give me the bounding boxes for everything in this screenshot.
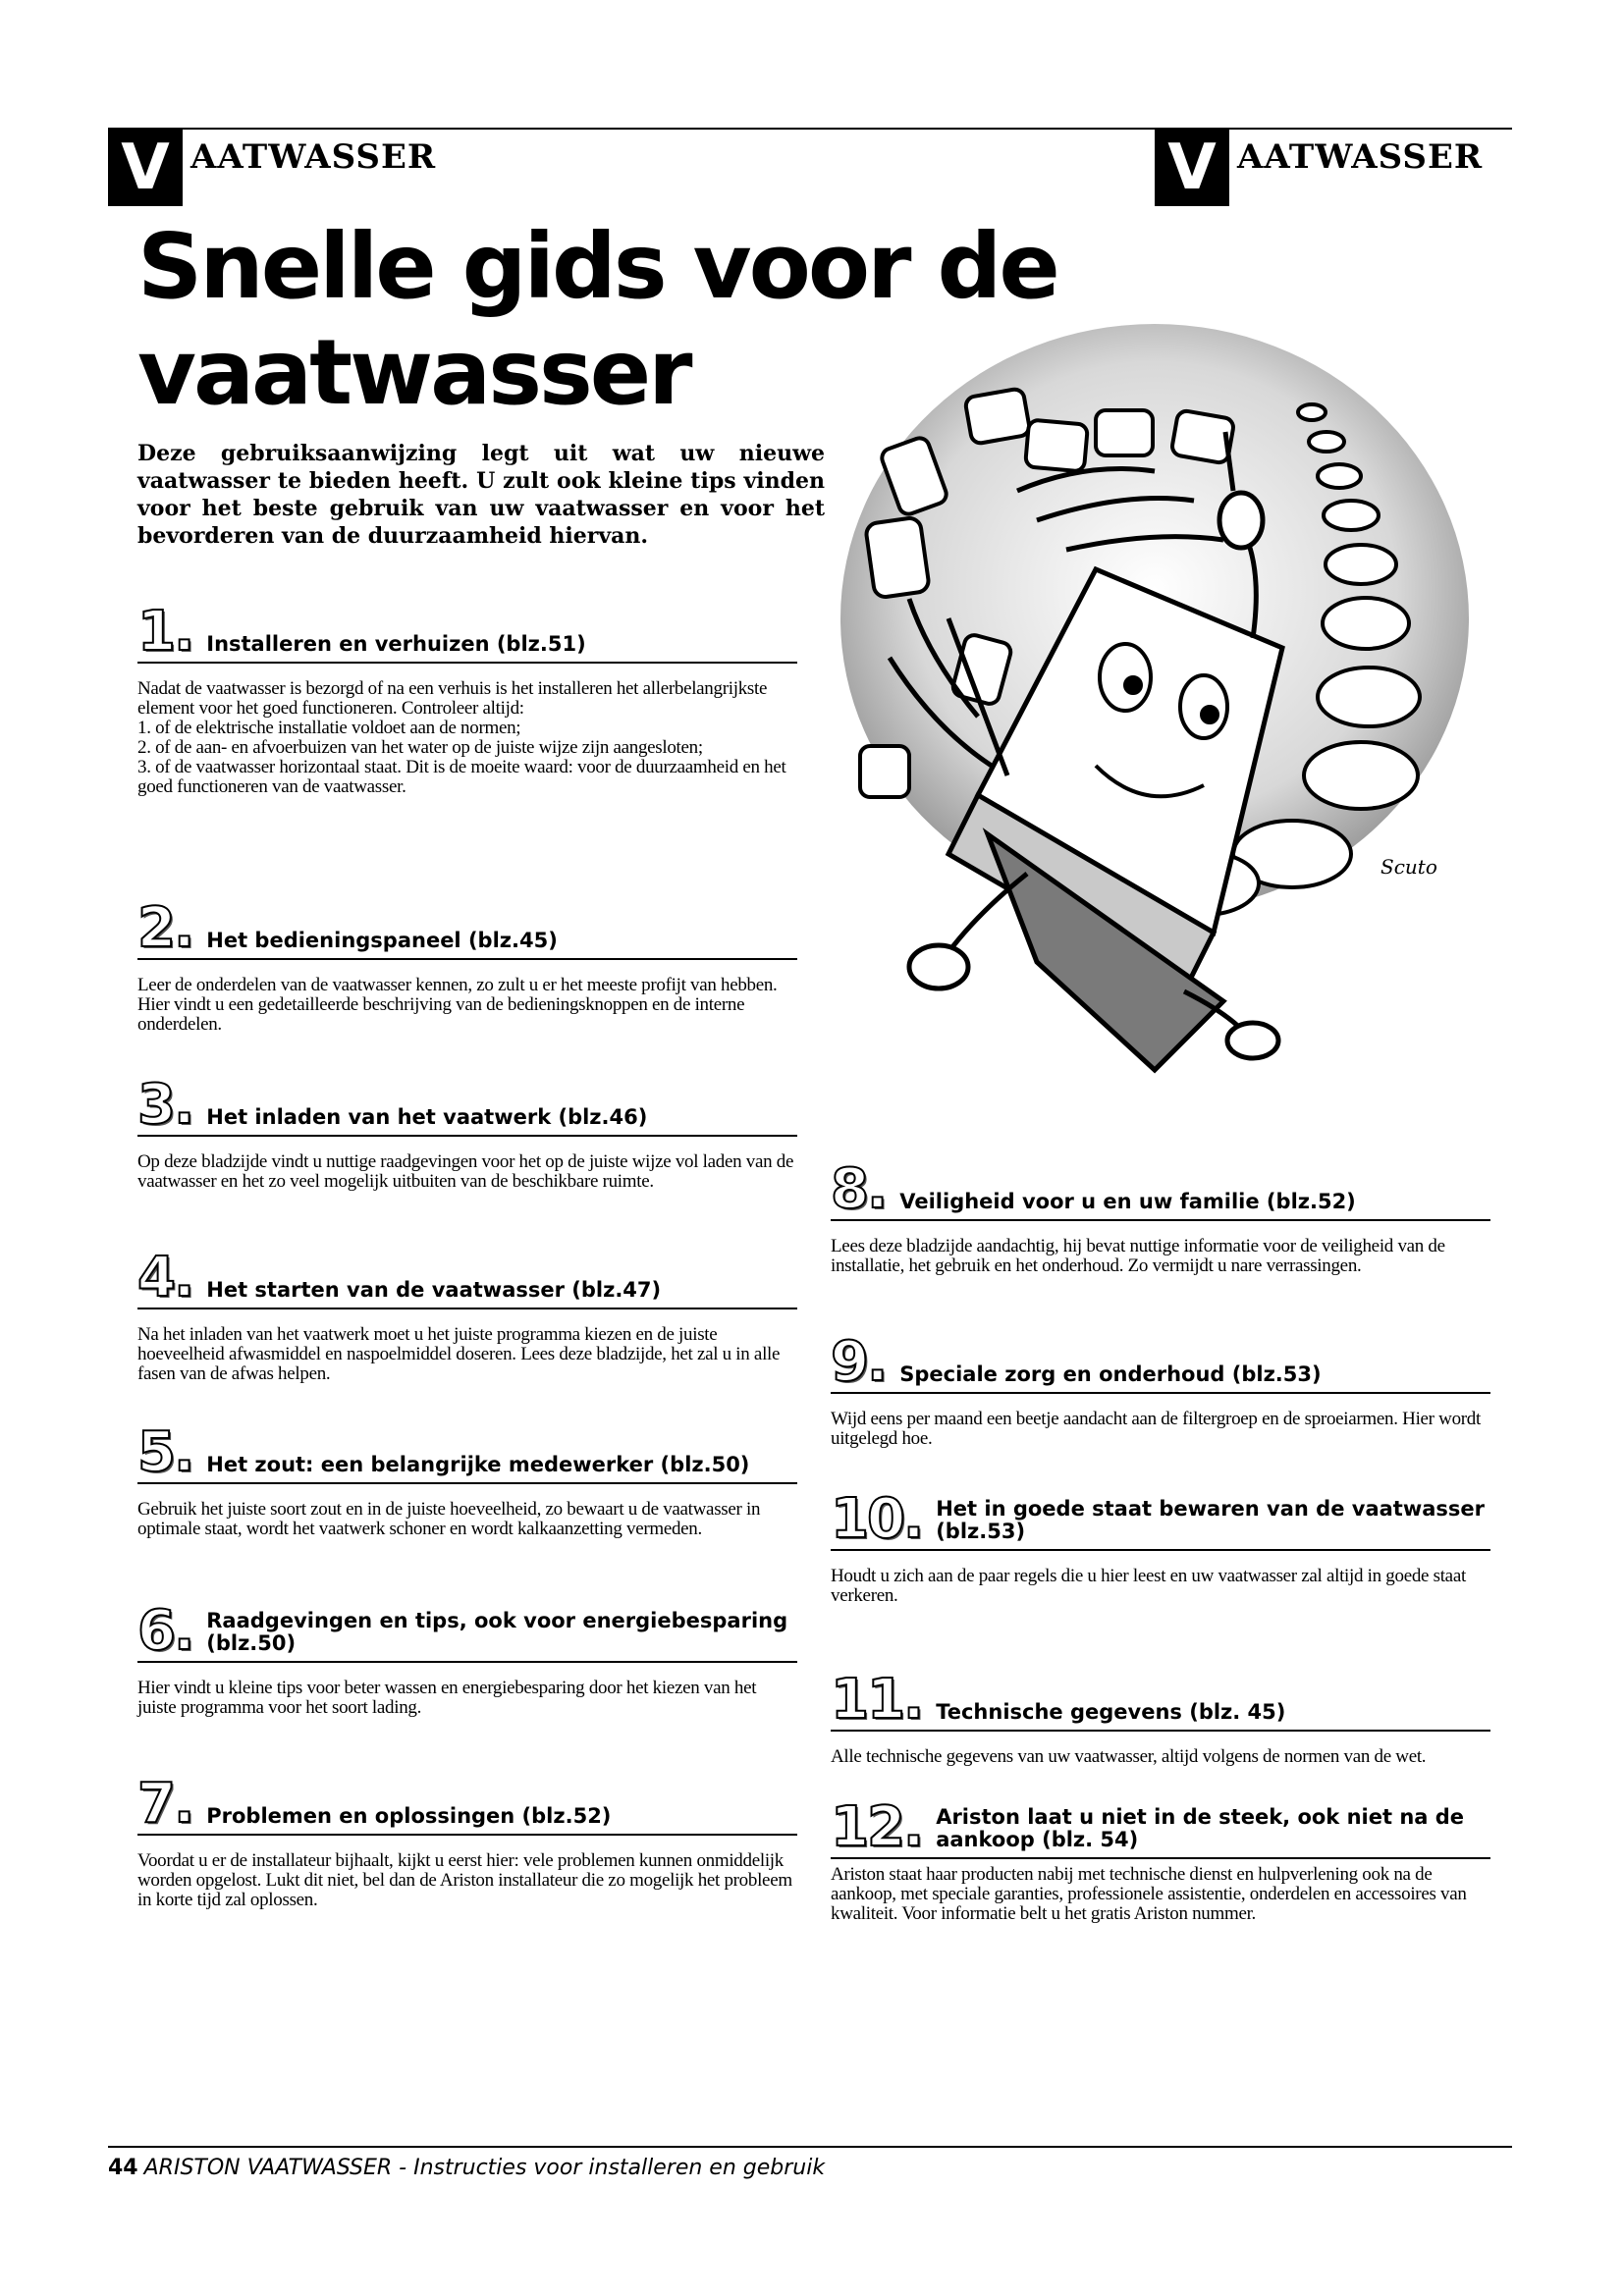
guide-section bbox=[137, 1246, 797, 1384]
section-number: 1. bbox=[137, 600, 193, 664]
section-number: 10. bbox=[831, 1487, 923, 1551]
page-footer bbox=[108, 2156, 825, 2180]
section-body: Ariston staat haar producten nabij met technische dienst en hulpverlening ook na de aankoop, met speciale garanties, professionele assistentie, onderdelen en accessoires van kwaliteit. Voor informatie belt u het gratis Ariston nummer. bbox=[831, 1864, 1467, 1924]
section-body: Op deze bladzijde vindt u nuttige raadgevingen voor het op de juiste wijze vol laden van de vaatwasser en het zo veel mogelijk uitbuiten van de beschikbare ruimte. bbox=[137, 1151, 794, 1192]
section-number: 9. bbox=[831, 1330, 887, 1394]
section-body: Voordat u er de installateur bijhaalt, kijkt u eerst hier: vele problemen kunnen onmiddelijk worden opgelost. Lukt dit niet, bel dan de Ariston installateur die zo mogelijk het probleem in korte tijd zal oplossen. bbox=[137, 1850, 792, 1910]
section-heading bbox=[831, 1795, 1490, 1859]
section-title: Veiligheid voor u en uw familie (blz.52) bbox=[899, 1190, 1356, 1213]
illustration-signature: Scuto bbox=[1380, 855, 1437, 879]
cartoon-dishwasher-juggling-dishes-icon bbox=[831, 324, 1504, 1090]
section-body: Houdt u zich aan de paar regels die u hier leest en uw vaatwasser zal altijd in goede staat verkeren. bbox=[831, 1566, 1466, 1606]
section-number: 11. bbox=[831, 1668, 923, 1732]
section-body: Lees deze bladzijde aandachtig, hij bevat nuttige informatie voor de veiligheid van de installatie, het gebruik en het onderhoud. Zo vermijdt u nare verrassingen. bbox=[831, 1236, 1445, 1276]
section-title: Het bedieningspaneel (blz.45) bbox=[206, 929, 558, 952]
section-heading bbox=[831, 1157, 1490, 1221]
section-body: Nadat de vaatwasser is bezorgd of na een verhuis is het installeren het allerbelangrijkste element voor het goed functioneren. Controleer altijd: 1. of de elektrische installatie voldoet aan de normen; 2. of de aan- en afvoerbuizen van het water op de juiste wijze zijn aangesloten; 3. of de vaatwasser horizontaal staat. Dit is de moeite waard: voor de duurzaamheid en het goed functioneren van de vaatwasser. bbox=[137, 678, 786, 797]
header-right bbox=[1155, 128, 1483, 206]
section-title: Het starten van de vaatwasser (blz.47) bbox=[206, 1278, 662, 1302]
section-body: Wijd eens per maand een beetje aandacht aan de filtergroep en de sproeiarmen. Hier wordt uitgelegd hoe. bbox=[831, 1409, 1481, 1449]
page-number: 44 bbox=[108, 2156, 138, 2180]
section-title: Raadgevingen en tips, ook voor energiebesparing (blz.50) bbox=[206, 1609, 788, 1655]
guide-section bbox=[137, 600, 797, 797]
section-heading bbox=[137, 1246, 797, 1309]
section-number: 2. bbox=[137, 896, 193, 960]
section-title: Het in goede staat bewaren van de vaatwasser (blz.53) bbox=[936, 1497, 1485, 1543]
section-heading bbox=[137, 1420, 797, 1484]
section-body: Alle technische gegevens van uw vaatwasser, altijd volgens de normen van de wet. bbox=[831, 1746, 1427, 1767]
guide-section bbox=[137, 1420, 797, 1539]
section-number: 8. bbox=[831, 1157, 887, 1221]
section-number: 3. bbox=[137, 1073, 193, 1137]
section-number: 5. bbox=[137, 1420, 193, 1484]
section-number: 12. bbox=[831, 1795, 923, 1859]
guide-section bbox=[831, 1795, 1490, 1924]
section-title: Ariston laat u niet in de steek, ook niet na de aankoop (blz. 54) bbox=[936, 1805, 1465, 1851]
section-number: 7. bbox=[137, 1772, 193, 1836]
section-body: Gebruik het juiste soort zout en in de juiste hoeveelheid, zo bewaart u de vaatwasser in optimale staat, wordt het vaatwerk schoner en wordt kalkaanzetting vermeden. bbox=[137, 1499, 761, 1539]
header-letter-box: V bbox=[1155, 130, 1229, 206]
footer-text: ARISTON VAATWASSER - Instructies voor installeren en gebruik bbox=[143, 2156, 826, 2180]
guide-section bbox=[831, 1330, 1490, 1449]
guide-section bbox=[137, 1772, 797, 1910]
header-label: AATWASSER bbox=[190, 137, 437, 177]
section-title: Speciale zorg en onderhoud (blz.53) bbox=[899, 1362, 1322, 1386]
section-number: 4. bbox=[137, 1246, 193, 1309]
guide-section bbox=[831, 1487, 1490, 1606]
section-heading bbox=[137, 1599, 797, 1663]
section-heading bbox=[137, 1772, 797, 1836]
section-heading bbox=[831, 1668, 1490, 1732]
header-label: AATWASSER bbox=[1237, 137, 1484, 177]
section-heading bbox=[137, 1073, 797, 1137]
section-title: Het inladen van het vaatwerk (blz.46) bbox=[206, 1105, 648, 1129]
guide-section bbox=[137, 1073, 797, 1192]
section-heading bbox=[831, 1330, 1490, 1394]
section-body: Hier vindt u kleine tips voor beter wassen en energiebesparing door het kiezen van het juiste programma voor het soort lading. bbox=[137, 1678, 757, 1718]
guide-section bbox=[137, 896, 797, 1035]
guide-section bbox=[831, 1157, 1490, 1276]
section-title: Installeren en verhuizen (blz.51) bbox=[206, 632, 586, 656]
section-body: Na het inladen van het vaatwerk moet u het juiste programma kiezen en de juiste hoeveelheid afwasmiddel en naspoelmiddel doseren. Lees deze bladzijde, het zal u in alle fasen van de afwas helpen. bbox=[137, 1324, 781, 1384]
header-left bbox=[108, 128, 436, 206]
footer-rule bbox=[108, 2146, 1512, 2148]
section-title: Het zout: een belangrijke medewerker (blz.50) bbox=[206, 1453, 750, 1476]
section-title: Technische gegevens (blz. 45) bbox=[936, 1700, 1286, 1724]
header-letter-box: V bbox=[108, 130, 183, 206]
intro-paragraph: Deze gebruiksaanwijzing legt uit wat uw nieuwe vaatwasser te bieden heeft. U zult ook kleine tips vinden voor het beste gebruik van uw vaatwasser en voor het bevorderen van de duurzaamheid hiervan. bbox=[137, 441, 825, 549]
guide-section bbox=[137, 1599, 797, 1718]
section-heading bbox=[831, 1487, 1490, 1551]
guide-section bbox=[831, 1668, 1490, 1767]
section-title: Problemen en oplossingen (blz.52) bbox=[206, 1804, 612, 1828]
section-heading bbox=[137, 896, 797, 960]
section-body: Leer de onderdelen van de vaatwasser kennen, zo zult u er het meeste profijt van hebben. Hier vindt u een gedetailleerde beschrijving van de bedieningsknoppen en de interne onderdelen. bbox=[137, 975, 778, 1035]
page-title: Snelle gids voor de vaatwasser bbox=[137, 214, 1057, 425]
section-heading bbox=[137, 600, 797, 664]
section-number: 6. bbox=[137, 1599, 193, 1663]
